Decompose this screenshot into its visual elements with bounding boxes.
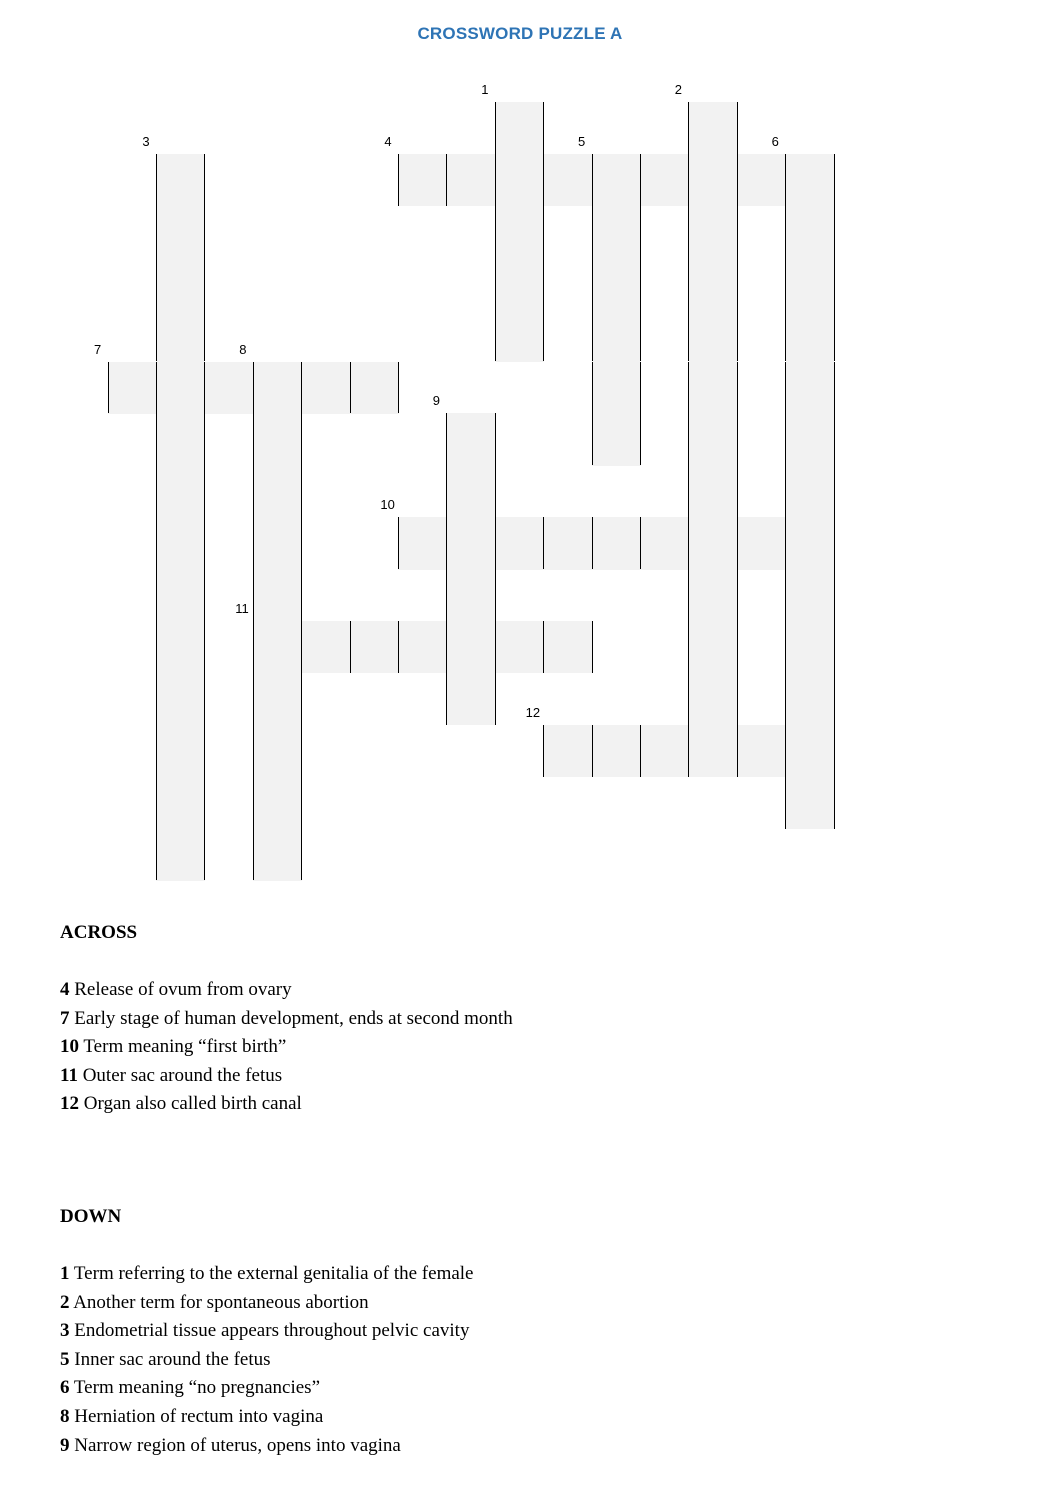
cell-border	[543, 621, 544, 673]
cell-border	[350, 621, 351, 673]
grid-cell[interactable]	[689, 154, 738, 206]
grid-cell[interactable]	[447, 569, 496, 621]
grid-cell[interactable]	[786, 310, 835, 362]
cell-border	[688, 362, 689, 414]
cell-border	[253, 621, 254, 673]
cell-border	[640, 362, 641, 414]
cell-border	[543, 154, 544, 206]
cell-border	[592, 258, 593, 310]
cell-border	[834, 465, 835, 517]
cell-border	[543, 725, 544, 777]
cell-border	[253, 517, 254, 569]
cell-border	[398, 362, 399, 414]
cell-border	[446, 413, 447, 465]
cell-border	[156, 621, 157, 673]
grid-cell[interactable]	[495, 621, 544, 673]
cell-border	[156, 777, 157, 829]
grid-cell[interactable]	[253, 621, 302, 673]
cell-border	[495, 517, 496, 569]
cell-border	[301, 829, 302, 881]
cell-border	[785, 206, 786, 258]
grid-cell[interactable]	[495, 102, 544, 154]
cell-border	[495, 465, 496, 517]
grid-number-10: 10	[380, 497, 395, 513]
grid-cell[interactable]	[737, 517, 786, 569]
cell-border	[592, 725, 593, 777]
cell-border	[543, 206, 544, 258]
cell-border	[204, 206, 205, 258]
cell-border	[737, 517, 738, 569]
clue-down-8: 8 Herniation of rectum into vagina	[60, 1405, 324, 1427]
grid-number-12: 12	[525, 704, 541, 720]
cell-border	[446, 673, 447, 725]
cell-border	[398, 517, 399, 569]
cell-border	[688, 725, 689, 777]
cell-border	[301, 725, 302, 777]
cell-border	[785, 725, 786, 777]
grid-cell[interactable]	[253, 569, 302, 621]
cell-border	[543, 102, 544, 154]
cell-border	[640, 413, 641, 465]
grid-number-1: 1	[481, 82, 489, 97]
grid-cell[interactable]	[205, 362, 254, 414]
grid-cell[interactable]	[786, 413, 835, 465]
grid-cell[interactable]	[350, 621, 399, 673]
cell-border	[688, 465, 689, 517]
cell-border	[253, 569, 254, 621]
clue-down-3: 3 Endometrial tissue appears throughout pelvic cavity	[60, 1320, 470, 1342]
cell-border	[301, 777, 302, 829]
cell-border	[156, 206, 157, 258]
down-heading: DOWN	[60, 1206, 122, 1227]
cell-border	[834, 517, 835, 569]
cell-border	[495, 102, 496, 154]
cell-border	[834, 362, 835, 414]
cell-border	[834, 777, 835, 829]
grid-cell[interactable]	[640, 154, 689, 206]
clue-across-7: 7 Early stage of human development, ends at second month	[60, 1007, 513, 1029]
cell-border	[204, 673, 205, 725]
cell-border	[446, 154, 447, 206]
page-title: CROSSWORD PUZZLE A	[417, 24, 623, 43]
grid-cell[interactable]	[737, 154, 786, 206]
cell-border	[253, 673, 254, 725]
cell-border	[640, 517, 641, 569]
cell-border	[398, 621, 399, 673]
grid-number-11: 11	[235, 601, 249, 616]
cell-border	[301, 673, 302, 725]
grid-cell[interactable]	[689, 258, 738, 310]
cell-border	[301, 621, 302, 673]
cell-border	[204, 154, 205, 206]
cell-border	[204, 362, 205, 414]
grid-cell[interactable]	[447, 154, 496, 206]
cell-border	[688, 517, 689, 569]
grid-cell[interactable]	[544, 517, 593, 569]
grid-cell[interactable]	[156, 258, 205, 310]
grid-cell[interactable]	[156, 154, 205, 206]
grid-cell[interactable]	[737, 725, 786, 777]
cell-border	[204, 569, 205, 621]
grid-cell[interactable]	[689, 310, 738, 362]
cell-border	[253, 362, 254, 414]
grid-cell[interactable]	[786, 206, 835, 258]
grid-cell[interactable]	[156, 621, 205, 673]
grid-cell[interactable]	[302, 621, 351, 673]
cell-border	[688, 206, 689, 258]
cell-border	[834, 310, 835, 362]
cell-border	[156, 310, 157, 362]
cell-border	[204, 310, 205, 362]
cell-border	[253, 829, 254, 881]
cell-border	[592, 362, 593, 414]
grid-number-9: 9	[432, 393, 441, 409]
cell-border	[785, 621, 786, 673]
cell-border	[253, 725, 254, 777]
cell-border	[640, 154, 641, 206]
cell-border	[204, 725, 205, 777]
grid-cell[interactable]	[786, 517, 835, 569]
cell-border	[834, 258, 835, 310]
cell-border	[640, 725, 641, 777]
cell-border	[688, 621, 689, 673]
grid-cell[interactable]	[253, 413, 302, 465]
cell-border	[204, 777, 205, 829]
grid-cell[interactable]	[156, 829, 205, 881]
grid-cell[interactable]	[156, 413, 205, 465]
grid-cell[interactable]	[786, 621, 835, 673]
cell-border	[785, 569, 786, 621]
cell-border	[156, 362, 157, 414]
cell-border	[495, 673, 496, 725]
cell-border	[785, 362, 786, 414]
grid-number-3: 3	[142, 133, 150, 149]
clue-down-2: 2 Another term for spontaneous abortion	[60, 1291, 369, 1313]
clue-across-4: 4 Release of ovum from ovary	[60, 979, 292, 1000]
grid-cell[interactable]	[156, 777, 205, 829]
grid-cell[interactable]	[156, 310, 205, 362]
cell-border	[446, 517, 447, 569]
cell-border	[834, 569, 835, 621]
grid-cell[interactable]	[786, 465, 835, 517]
cell-border	[785, 673, 786, 725]
cell-border	[592, 154, 593, 206]
grid-cell[interactable]	[689, 725, 738, 777]
cell-border	[204, 258, 205, 310]
cell-border	[688, 569, 689, 621]
grid-cell[interactable]	[544, 154, 593, 206]
cell-border	[301, 569, 302, 621]
grid-cell[interactable]	[689, 413, 738, 465]
grid-cell[interactable]	[689, 102, 738, 154]
cell-border	[737, 725, 738, 777]
grid-cell[interactable]	[786, 154, 835, 206]
cell-border	[640, 206, 641, 258]
cell-border	[592, 206, 593, 258]
grid-cell[interactable]	[592, 154, 641, 206]
cell-border	[495, 310, 496, 362]
grid-cell[interactable]	[253, 777, 302, 829]
grid-cell[interactable]	[398, 621, 447, 673]
grid-cell[interactable]	[447, 673, 496, 725]
grid-cell[interactable]	[689, 465, 738, 517]
cell-border	[301, 465, 302, 517]
grid-cell[interactable]	[544, 621, 593, 673]
grid-cell[interactable]	[689, 362, 738, 414]
cell-border	[156, 517, 157, 569]
grid-cell[interactable]	[495, 258, 544, 310]
grid-cell[interactable]	[398, 517, 447, 569]
grid-number-2: 2	[674, 82, 683, 97]
cell-border	[737, 621, 738, 673]
clue-across-10: 10 Term meaning “first birth”	[60, 1036, 287, 1058]
grid-cell[interactable]	[786, 569, 835, 621]
grid-cell[interactable]	[156, 465, 205, 517]
grid-cell[interactable]	[108, 362, 157, 414]
grid-cell[interactable]	[447, 621, 496, 673]
grid-cell[interactable]	[447, 517, 496, 569]
cell-border	[688, 413, 689, 465]
cell-border	[156, 154, 157, 206]
grid-cell[interactable]	[592, 725, 641, 777]
cell-border	[156, 725, 157, 777]
cell-border	[156, 569, 157, 621]
grid-cell[interactable]	[689, 621, 738, 673]
cell-border	[253, 413, 254, 465]
cell-border	[592, 517, 593, 569]
grid-cell[interactable]	[302, 362, 351, 414]
cell-border	[785, 154, 786, 206]
cell-border	[834, 413, 835, 465]
grid-cell[interactable]	[592, 258, 641, 310]
cell-border	[204, 621, 205, 673]
cell-border	[301, 413, 302, 465]
cell-border	[737, 413, 738, 465]
grid-number-4: 4	[384, 133, 392, 149]
cell-border	[688, 258, 689, 310]
grid-cell[interactable]	[495, 310, 544, 362]
grid-cell[interactable]	[253, 673, 302, 725]
cell-border	[108, 362, 109, 414]
cell-border	[592, 621, 593, 673]
grid-cell[interactable]	[253, 362, 302, 414]
down-clue-list	[60, 1260, 474, 1460]
across-clue-list	[60, 976, 513, 1119]
clue-down-5: 5 Inner sac around the fetus	[60, 1348, 271, 1370]
cell-border	[785, 517, 786, 569]
grid-cell[interactable]	[495, 517, 544, 569]
grid-cell[interactable]	[447, 465, 496, 517]
clue-down-1: 1 Term referring to the external genitalia of the female	[60, 1263, 474, 1284]
cell-border	[398, 154, 399, 206]
cell-border	[785, 465, 786, 517]
cell-border	[495, 413, 496, 465]
cell-border	[688, 154, 689, 206]
cell-border	[737, 154, 738, 206]
cell-border	[688, 102, 689, 154]
cell-border	[446, 465, 447, 517]
cell-border	[446, 569, 447, 621]
clue-down-9: 9 Narrow region of uterus, opens into vagina	[60, 1434, 401, 1456]
cell-border	[156, 258, 157, 310]
cell-border	[350, 362, 351, 414]
cell-border	[204, 413, 205, 465]
cell-border	[253, 465, 254, 517]
grid-cell[interactable]	[253, 829, 302, 881]
grid-cell[interactable]	[544, 725, 593, 777]
cell-border	[301, 362, 302, 414]
cell-border	[156, 413, 157, 465]
grid-cell[interactable]	[689, 673, 738, 725]
cell-border	[640, 258, 641, 310]
cell-border	[688, 673, 689, 725]
cell-border	[737, 206, 738, 258]
cell-border	[785, 413, 786, 465]
clue-across-12: 12 Organ also called birth canal	[60, 1093, 302, 1115]
cell-border	[834, 673, 835, 725]
grid-cell[interactable]	[786, 725, 835, 777]
cell-border	[640, 310, 641, 362]
grid-cell[interactable]	[786, 777, 835, 829]
grid-cell[interactable]	[640, 517, 689, 569]
grid-number-7: 7	[94, 341, 102, 357]
grid-cell[interactable]	[156, 569, 205, 621]
grid-cell[interactable]	[253, 725, 302, 777]
grid-cell[interactable]	[592, 310, 641, 362]
grid-cell[interactable]	[156, 673, 205, 725]
grid-cell[interactable]	[253, 517, 302, 569]
cell-border	[446, 621, 447, 673]
grid-cell[interactable]	[447, 413, 496, 465]
grid-cell[interactable]	[156, 362, 205, 414]
cell-border	[737, 569, 738, 621]
clue-down-6: 6 Term meaning “no pregnancies”	[60, 1377, 320, 1399]
grid-cell[interactable]	[156, 206, 205, 258]
cell-border	[495, 206, 496, 258]
cell-border	[543, 517, 544, 569]
grid-cell[interactable]	[689, 517, 738, 569]
cell-border	[737, 102, 738, 154]
cell-border	[834, 206, 835, 258]
cell-border	[592, 413, 593, 465]
cell-border	[688, 310, 689, 362]
cell-border	[737, 465, 738, 517]
cell-border	[543, 258, 544, 310]
grid-number-5: 5	[578, 133, 586, 149]
cell-border	[156, 465, 157, 517]
cell-border	[156, 673, 157, 725]
cell-border	[592, 310, 593, 362]
cell-border	[204, 829, 205, 881]
grid-cell[interactable]	[156, 725, 205, 777]
across-heading: ACROSS	[60, 922, 138, 943]
cell-border	[495, 154, 496, 206]
grid-cell[interactable]	[592, 206, 641, 258]
grid-cell[interactable]	[495, 154, 544, 206]
cell-border	[737, 258, 738, 310]
grid-cell[interactable]	[495, 206, 544, 258]
grid-cell[interactable]	[592, 413, 641, 465]
clue-across-11: 11 Outer sac around the fetus	[60, 1064, 283, 1086]
cell-border	[253, 777, 254, 829]
grid-cell[interactable]	[253, 465, 302, 517]
grid-cell[interactable]	[350, 362, 399, 414]
cell-border	[156, 829, 157, 881]
grid-number-6: 6	[771, 133, 779, 149]
cell-border	[495, 569, 496, 621]
grid-cell[interactable]	[592, 517, 641, 569]
grid-cell[interactable]	[156, 517, 205, 569]
grid-cell[interactable]	[640, 725, 689, 777]
cell-border	[785, 777, 786, 829]
grid-cell[interactable]	[689, 206, 738, 258]
grid-cell[interactable]	[786, 258, 835, 310]
grid-cell[interactable]	[786, 673, 835, 725]
cell-border	[834, 154, 835, 206]
cell-border	[737, 310, 738, 362]
cell-border	[834, 725, 835, 777]
cell-border	[543, 310, 544, 362]
grid-cell[interactable]	[398, 154, 447, 206]
cell-border	[301, 517, 302, 569]
cell-border	[204, 465, 205, 517]
cell-border	[737, 362, 738, 414]
cell-border	[204, 517, 205, 569]
grid-cell[interactable]	[689, 569, 738, 621]
grid-number-8: 8	[239, 341, 247, 357]
grid-cell[interactable]	[786, 362, 835, 414]
cell-border	[495, 621, 496, 673]
grid-cell[interactable]	[592, 362, 641, 414]
cell-border	[737, 673, 738, 725]
cell-border	[785, 258, 786, 310]
cell-border	[785, 310, 786, 362]
cell-border	[495, 258, 496, 310]
cell-border	[834, 621, 835, 673]
